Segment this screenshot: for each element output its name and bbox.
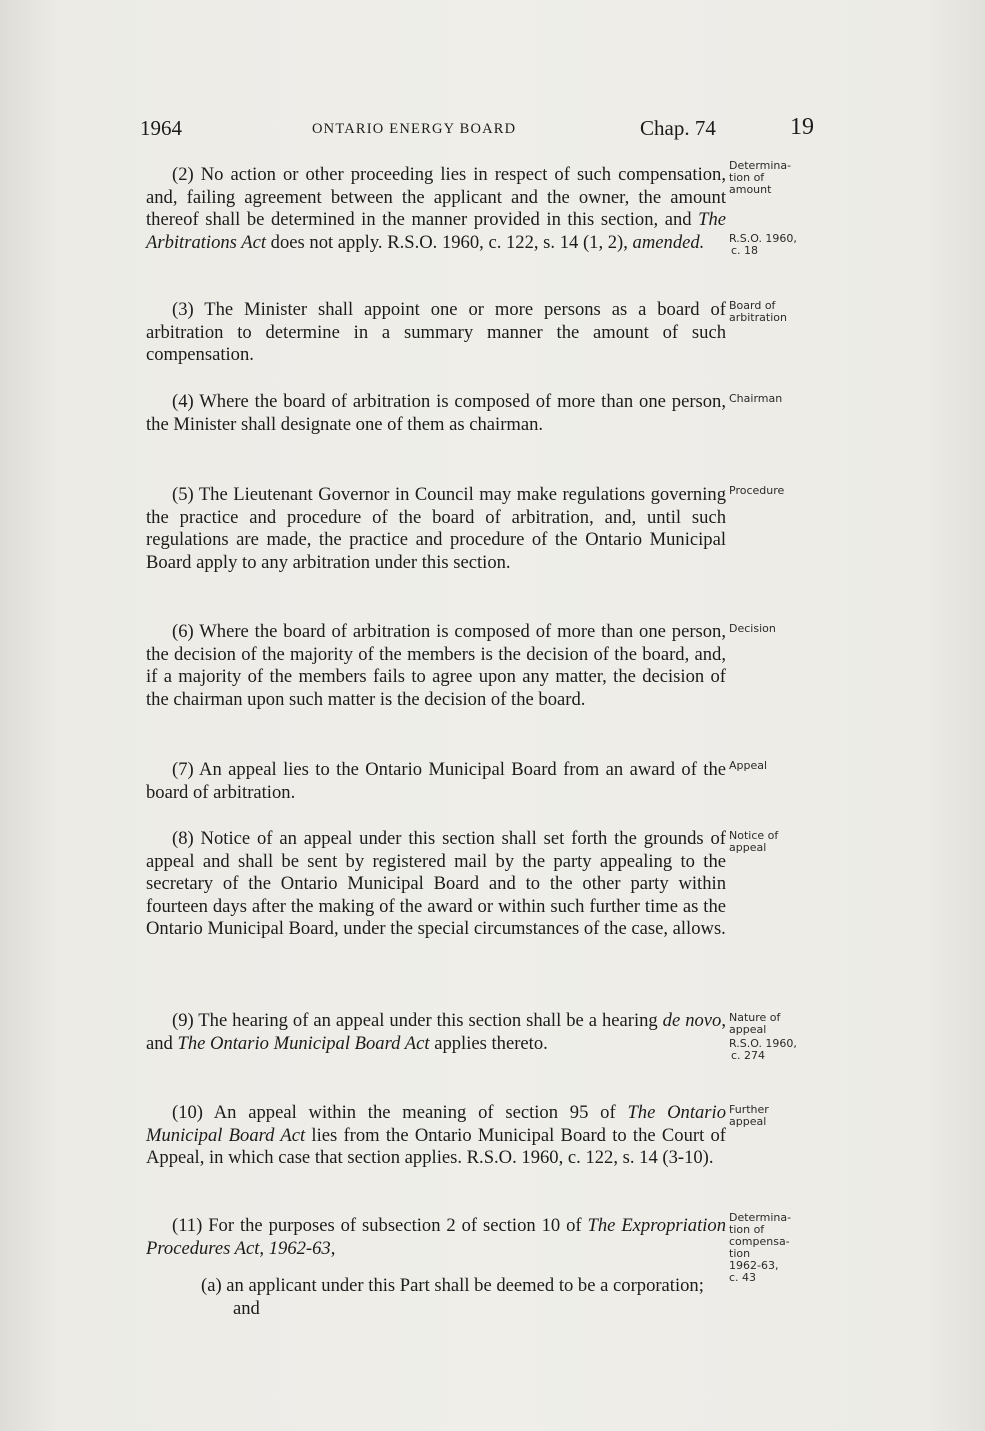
- header-year: 1964: [140, 116, 182, 140]
- subsection-4: (4) Where the board of arbitration is composed of more than one person, the Minister shall designate one of them as chairman.: [146, 391, 726, 435]
- margin-note-notice-of-appeal: Notice of appeal: [729, 829, 779, 854]
- subsection-5: (5) The Lieutenant Governor in Council may make regulations governing the practice and procedure of the board of arbitration, and, until such regulations are made, the practice and procedure of the Ontario Municipal Board apply to any arbitration under this section.: [146, 484, 726, 573]
- clause-a-label: (a): [201, 1275, 222, 1296]
- subsection-10: (10) An appeal within the meaning of section 95 of The Ontario Municipal Board Act lies from the Ontario Municipal Board to the Court of Appeal, in which case that section applies. R.S.O. 1960, c. 122, s. 14 (3-10).: [146, 1102, 726, 1169]
- subsection-2: (2) No action or other proceeding lies in respect of such compensation, and, failing agreement between the applicant and the owner, the amount thereof shall be determined in the manner provided in this section, and The Arbitrations Act does not apply. R.S.O. 1960, c. 122, s. 14 (1, 2), amended.: [146, 164, 726, 253]
- margin-note-rso-1960-c18: R.S.O. 1960, c. 18: [729, 232, 797, 257]
- margin-note-decision: Decision: [729, 622, 776, 635]
- margin-note-board-of-arbitration: Board of arbitration: [729, 299, 787, 324]
- margin-note-determination-of-compensation: Determina- tion of compensa- tion 1962-63, c. 43: [729, 1211, 792, 1284]
- margin-note-chairman: Chairman: [729, 392, 783, 405]
- page-header: [140, 116, 830, 146]
- subsection-7: (7) An appeal lies to the Ontario Municipal Board from an award of the board of arbitration.: [146, 759, 726, 803]
- subsection-3: (3) The Minister shall appoint one or more persons as a board of arbitration to determine in a summary manner the amount of such compensation.: [146, 299, 726, 366]
- margin-note-nature-of-appeal: Nature of appeal: [729, 1011, 781, 1036]
- header-page-number: 19: [790, 114, 814, 140]
- subsection-11: (11) For the purposes of subsection 2 of section 10 of The Expropriation Procedures Act, 1962-63,: [146, 1215, 726, 1259]
- margin-note-further-appeal: Further appeal: [729, 1103, 769, 1128]
- subsection-9: (9) The hearing of an appeal under this section shall be a hearing de novo, and The Ontario Municipal Board Act applies thereto.: [146, 1010, 726, 1054]
- margin-note-appeal: Appeal: [729, 759, 768, 772]
- clause-a: [146, 1275, 726, 1320]
- header-chapter: Chap. 74: [640, 116, 716, 140]
- margin-note-procedure: Procedure: [729, 484, 785, 497]
- subsection-6: (6) Where the board of arbitration is composed of more than one person, the decision of the majority of the members is the decision of the board, and, if a majority of the members fails to agree upon any matter, the decision of the chairman upon such matter is the decision of the board.: [146, 621, 726, 710]
- header-title: ONTARIO ENERGY BOARD: [312, 121, 517, 137]
- margin-note-rso-1960-c274: R.S.O. 1960, c. 274: [729, 1037, 797, 1062]
- subsection-8: (8) Notice of an appeal under this section shall set forth the grounds of appeal and shall be sent by registered mail by the party appealing to the secretary of the Ontario Municipal Board and to the other party within fourteen days after the making of the award or within such further time as the Ontario Municipal Board, under the special circumstances of the case, allows.: [146, 828, 726, 940]
- clause-a-text: an applicant under this Part shall be deemed to be a corporation; and: [226, 1275, 704, 1319]
- margin-note-determination-of-amount: Determina- tion of amount: [729, 159, 792, 196]
